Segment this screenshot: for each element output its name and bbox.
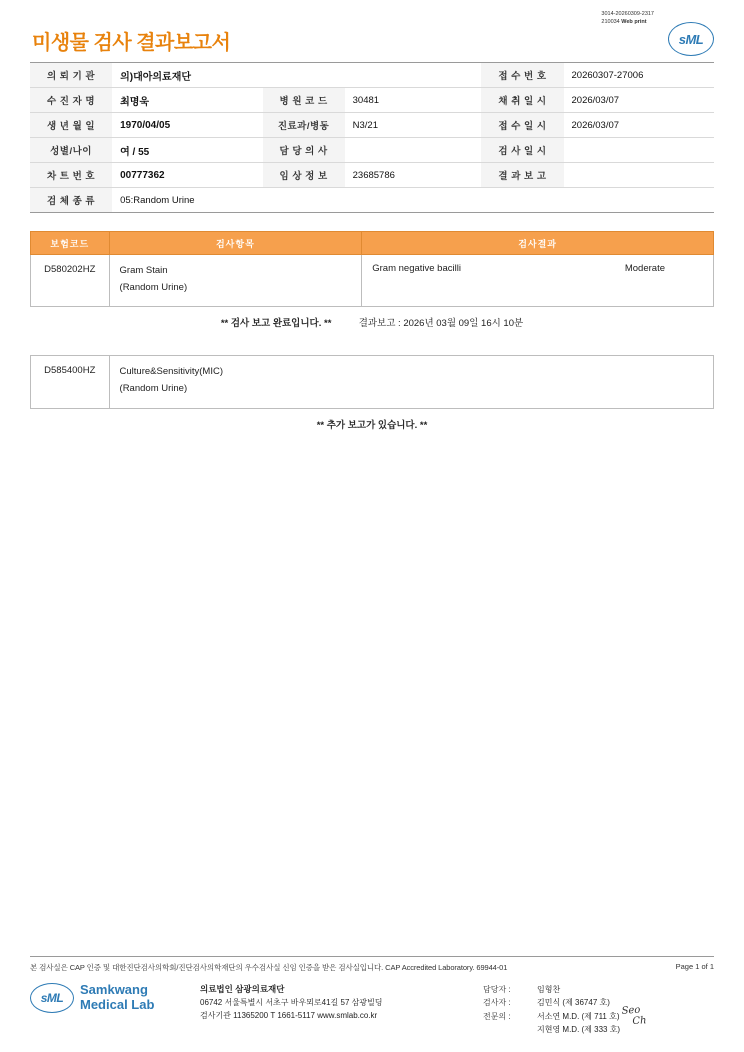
footer-org-name: 의료법인 삼광의료재단	[200, 984, 285, 995]
sml-logo-icon	[668, 22, 714, 58]
pending-result-table	[30, 355, 714, 408]
test-item-specimen: (Random Urine)	[119, 281, 188, 293]
label-patient-name: 수 진 자 명	[30, 88, 112, 113]
footer-staff-specialist-2-value: 지현영 M.D. (제 333 호)	[537, 1024, 621, 1034]
table-row	[31, 255, 714, 307]
cell-test-result	[362, 255, 714, 307]
value-doctor	[345, 138, 482, 163]
label-clinical-info: 임 상 정 보	[263, 163, 345, 188]
label-receipt-no: 접 수 번 호	[481, 63, 563, 88]
label-collection-datetime: 채 취 일 시	[481, 88, 563, 113]
label-specimen-type: 검 체 종 류	[30, 188, 112, 213]
signature-line-1: Seo	[621, 1004, 641, 1018]
footer-logo-line1: Samkwang	[80, 982, 148, 998]
label-chart-no: 차 트 번 호	[30, 163, 112, 188]
footer-staff-specialist-2	[483, 1023, 714, 1036]
label-department-ward: 진료과/병동	[263, 113, 345, 138]
value-hospital-code: 30481	[345, 88, 482, 113]
additional-report-note	[30, 417, 714, 431]
patient-info-table	[30, 62, 714, 213]
table-row	[31, 356, 714, 408]
value-specimen-type: 05:Random Urine	[112, 188, 714, 213]
sml-logo-text: sML	[678, 31, 704, 47]
value-institution: 의)대아의료재단	[112, 63, 481, 88]
label-receipt-datetime: 접 수 일 시	[481, 113, 563, 138]
report-header	[30, 0, 714, 58]
page-title: 미생물 검사 결과보고서	[32, 32, 231, 54]
label-test-datetime: 검 사 일 시	[481, 138, 563, 163]
table-row	[30, 88, 714, 113]
cell-insurance-code: D580202HZ	[31, 255, 110, 307]
label-sex-age: 성별/나이	[30, 138, 112, 163]
page-number: Page 1 of 1	[675, 962, 714, 972]
header-insurance-code: 보험코드	[31, 232, 110, 255]
footer-staff-tester-label: 검사자 :	[483, 998, 511, 1008]
signature-line-2: Ch	[631, 1015, 647, 1028]
value-birthdate: 1970/04/05	[112, 113, 262, 138]
footer-staff-specialist-label: 전문의 :	[483, 1011, 511, 1021]
value-department-ward: N3/21	[345, 113, 482, 138]
cell-test-item	[109, 255, 362, 307]
header-test-result: 검사결과	[362, 232, 714, 255]
result-organism: Gram negative bacilli	[372, 263, 461, 274]
footer-staff-manager-value: 임형찬	[537, 985, 561, 995]
value-sex-age: 여 / 55	[112, 138, 262, 163]
report-complete-note	[30, 315, 714, 329]
value-patient-name: 최명욱	[112, 88, 262, 113]
footer-address: 06742 서울특별시 서초구 바우뫼로41길 57 삼광빌딩	[200, 997, 383, 1007]
header-print-codes	[601, 10, 654, 27]
result-table	[30, 231, 714, 307]
footer-staff-manager	[483, 983, 714, 996]
value-result-report	[564, 163, 715, 188]
signature	[621, 1004, 647, 1028]
footer-contact-line: 검사기관 11365200 T 1661-5117 www.smlab.co.kr	[200, 1010, 378, 1020]
note-complete-text: ** 검사 보고 완료입니다. **	[220, 318, 332, 330]
pending-result-block	[30, 355, 714, 430]
result-table-header-row	[31, 232, 714, 255]
table-row	[30, 138, 714, 163]
cell-test-item-2	[109, 356, 713, 408]
label-result-report: 결 과 보 고	[481, 163, 563, 188]
value-collection-datetime: 2026/03/07	[564, 88, 715, 113]
label-hospital-code: 병 원 코 드	[263, 88, 345, 113]
test-item-name: Gram Stain	[119, 265, 168, 276]
value-clinical-info: 23685786	[345, 163, 482, 188]
footer-staff-tester-value: 김민식 (제 36747 호)	[537, 998, 610, 1008]
footer-staff-manager-label: 담당자 :	[483, 985, 511, 995]
label-doctor: 담 당 의 사	[263, 138, 345, 163]
value-receipt-datetime: 2026/03/07	[564, 113, 715, 138]
sml-footer-logo-text: sML	[40, 991, 64, 1006]
label-birthdate: 생 년 월 일	[30, 113, 112, 138]
header-test-item: 검사항목	[109, 232, 362, 255]
value-chart-no: 00777362	[112, 163, 262, 188]
header-code-2: 210034 Web print	[601, 19, 647, 26]
web-print-label: Web print	[621, 19, 647, 26]
label-institution: 의 뢰 기 관	[30, 63, 112, 88]
sml-footer-logo-icon	[30, 983, 74, 1013]
result-quantity: Moderate	[624, 263, 665, 274]
cell-insurance-code-2: D585400HZ	[31, 356, 110, 408]
test-item-specimen-2: (Random Urine)	[119, 382, 188, 394]
table-row	[30, 113, 714, 138]
footer-staff-block	[483, 983, 714, 1036]
table-row	[30, 163, 714, 188]
table-row	[30, 188, 714, 213]
footer-staff-specialist-1-value: 서소연 M.D. (제 711 호)	[537, 1011, 620, 1021]
report-footer	[30, 956, 714, 1036]
footer-logo	[30, 983, 200, 1013]
footer-logo-line2: Medical Lab	[80, 997, 155, 1013]
test-item-name-2: Culture&Sensitivity(MIC)	[119, 366, 223, 378]
header-code-1: 3014-20260309-2317	[601, 11, 654, 17]
footer-staff-specialist-1	[483, 1010, 714, 1023]
footer-address-block	[200, 983, 465, 1022]
value-test-datetime	[564, 138, 715, 163]
footer-logo-name	[80, 983, 154, 1013]
footer-disclaimer: 본 검사실은 CAP 인증 및 대한진단검사의학회/진단검사의학재단의 우수검사실 신임 인증을 받은 검사실입니다. CAP Accredited Laboratory. 69944-01	[30, 963, 508, 973]
footer-staff-tester	[483, 996, 714, 1009]
value-receipt-no: 20260307-27006	[564, 63, 715, 88]
note-report-datetime: 결과보고 : 2026년 03월 09일 16시 10분	[358, 318, 524, 330]
table-row	[30, 63, 714, 88]
note-additional-text: ** 추가 보고가 있습니다. **	[316, 419, 428, 431]
